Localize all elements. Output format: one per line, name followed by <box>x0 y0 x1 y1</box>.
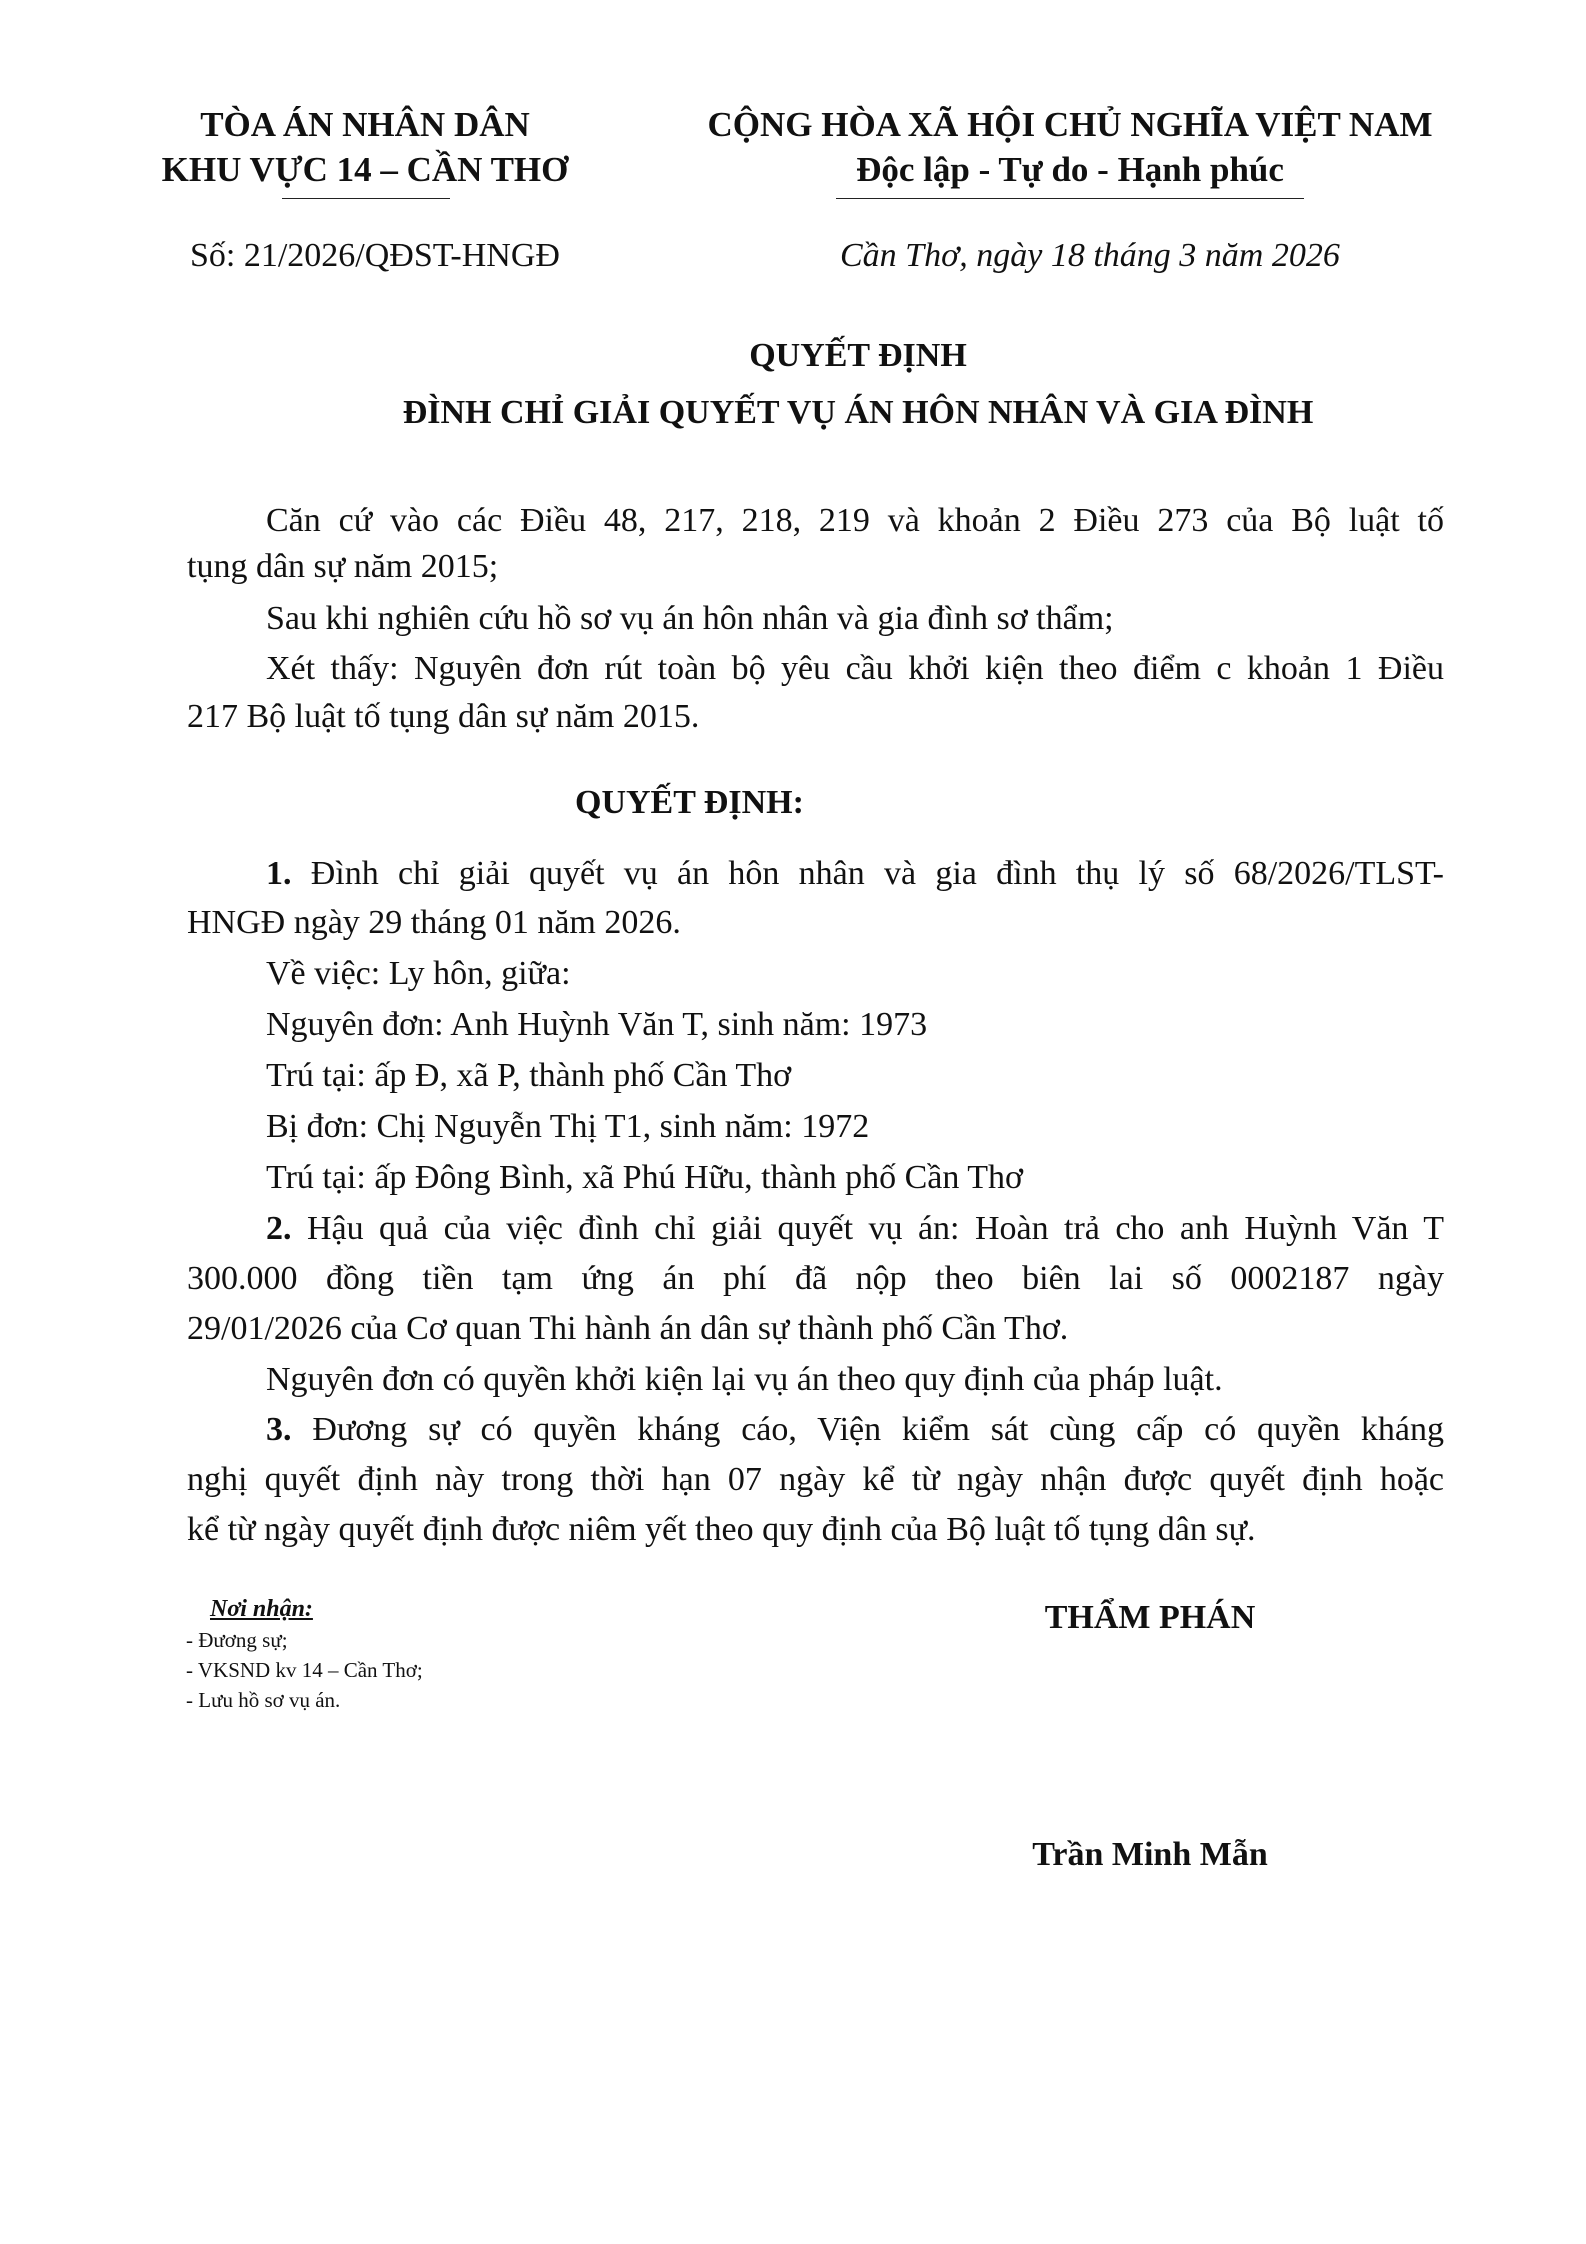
item-1-number: 1. <box>266 855 292 892</box>
recipient-3: - Lưu hồ sơ vụ án. <box>186 1688 341 1712</box>
legal-basis-line1: Căn cứ vào các Điều 48, 217, 218, 219 và khoản 2 Điều 273 của Bộ luật tố <box>266 502 1444 539</box>
defendant: Bị đơn: Chị Nguyễn Thị T1, sinh năm: 1972 <box>266 1108 870 1145</box>
decision-item-1 <box>266 851 1444 896</box>
legal-basis-line2: tụng dân sự năm 2015; <box>187 548 499 585</box>
national-title: CỘNG HÒA XÃ HỘI CHỦ NGHĨA VIỆT NAM <box>707 105 1433 144</box>
decision-item-2 <box>266 1206 1444 1251</box>
finding-line1: Xét thấy: Nguyên đơn rút toàn bộ yêu cầu khởi kiện theo điểm c khoản 1 Điều <box>266 650 1444 687</box>
item-3-number: 3. <box>266 1411 292 1448</box>
refiling-note: Nguyên đơn có quyền khởi kiện lại vụ án theo quy định của pháp luật. <box>266 1361 1223 1398</box>
item-2-line3: 29/01/2026 của Cơ quan Thi hành án dân sự thành phố Cần Thơ. <box>187 1310 1069 1347</box>
item-1-text <box>266 851 1444 896</box>
recipients-heading: Nơi nhận: <box>210 1596 313 1622</box>
item-3-text <box>266 1407 1444 1452</box>
motto-underline <box>836 198 1304 199</box>
item-1-line2: HNGĐ ngày 29 tháng 01 năm 2026. <box>187 904 681 941</box>
court-name-line1: TÒA ÁN NHÂN DÂN <box>200 105 530 144</box>
item-2-text <box>266 1206 1444 1251</box>
place-and-date: Cần Thơ, ngày 18 tháng 3 năm 2026 <box>840 237 1340 274</box>
item-1-line1: Đình chỉ giải quyết vụ án hôn nhân và gia đình thụ lý số 68/2026/TLST- <box>310 855 1444 892</box>
item-3-line2: nghị quyết định này trong thời hạn 07 ngày kể từ ngày nhận được quyết định hoặc <box>187 1461 1444 1498</box>
national-motto: Độc lập - Tự do - Hạnh phúc <box>856 150 1284 189</box>
decision-heading: QUYẾT ĐỊNH: <box>575 784 804 821</box>
signer-title: THẨM PHÁN <box>1044 1599 1256 1636</box>
signer-name: Trần Minh Mẫn <box>1032 1836 1268 1873</box>
court-underline <box>282 198 450 199</box>
finding-line2: 217 Bộ luật tố tụng dân sự năm 2015. <box>187 698 700 735</box>
recipient-2: - VKSND kv 14 – Cần Thơ; <box>186 1658 423 1682</box>
plaintiff: Nguyên đơn: Anh Huỳnh Văn T, sinh năm: 1973 <box>266 1006 928 1043</box>
item-3-line3: kể từ ngày quyết định được niêm yết theo quy định của Bộ luật tố tụng dân sự. <box>187 1511 1256 1548</box>
court-name-line2: KHU VỰC 14 – CẦN THƠ <box>161 150 569 189</box>
item-3-line1: Đương sự có quyền kháng cáo, Viện kiểm sát cùng cấp có quyền kháng <box>312 1411 1445 1448</box>
decision-subtitle: ĐÌNH CHỈ GIẢI QUYẾT VỤ ÁN HÔN NHÂN VÀ GIA ĐÌNH <box>402 394 1314 431</box>
plaintiff-address: Trú tại: ấp Đ, xã P, thành phố Cần Thơ <box>266 1057 792 1094</box>
item-2-line2: 300.000 đồng tiền tạm ứng án phí đã nộp theo biên lai số 0002187 ngày <box>187 1260 1444 1297</box>
decision-item-3 <box>266 1407 1444 1452</box>
defendant-address: Trú tại: ấp Đông Bình, xã Phú Hữu, thành phố Cần Thơ <box>266 1159 1024 1196</box>
item-2-number: 2. <box>266 1210 292 1247</box>
decision-title: QUYẾT ĐỊNH <box>749 337 967 374</box>
recipient-1: - Đương sự; <box>186 1628 288 1652</box>
item-2-line1: Hậu quả của việc đình chỉ giải quyết vụ án: Hoàn trả cho anh Huỳnh Văn T <box>306 1210 1445 1247</box>
case-review: Sau khi nghiên cứu hồ sơ vụ án hôn nhân và gia đình sơ thẩm; <box>266 600 1114 637</box>
document-number: Số: 21/2026/QĐST-HNGĐ <box>190 237 560 274</box>
case-subject: Về việc: Ly hôn, giữa: <box>266 955 571 992</box>
